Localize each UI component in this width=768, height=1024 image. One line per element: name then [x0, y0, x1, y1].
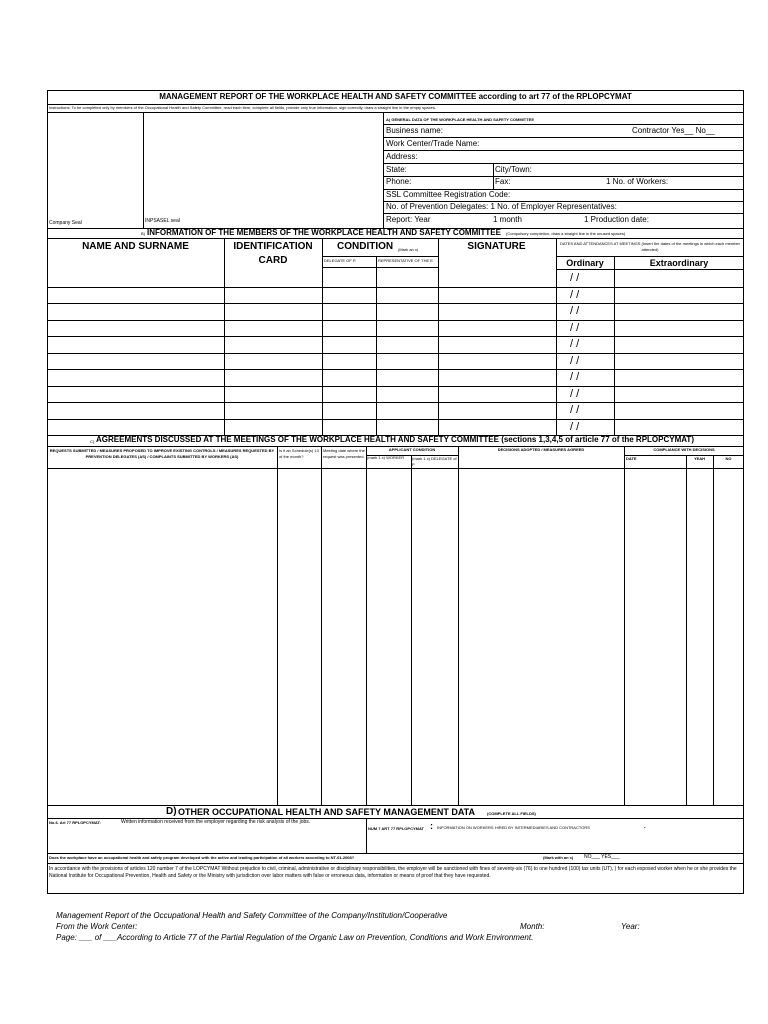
col-date-header: DATE	[626, 456, 637, 461]
ordinary-date[interactable]: / /	[570, 338, 580, 350]
fax-field[interactable]: Fax:	[495, 177, 511, 186]
business-name-field[interactable]: Business name:	[386, 126, 443, 135]
section-b-title: INFORMATION OF THE MEMBERS OF THE WORKPLACE HEALTH AND SAFETY COMMITTEE	[147, 228, 501, 237]
month-field[interactable]: 1 month	[493, 215, 522, 224]
num7-dot: .	[644, 824, 646, 830]
col-ordinary-header: Ordinary	[566, 258, 604, 268]
no6-text[interactable]: Written information received from the employer regarding the risk analysis of the jobs.	[121, 819, 311, 825]
col-no-header: NO	[725, 456, 732, 461]
section-d-note: (COMPLETE ALL FIELDS)	[487, 811, 536, 816]
section-b-note: (Compulsory completion, draw a straight line in the unused spaces)	[506, 231, 626, 236]
col-decisions-header: DECISIONS ADOPTED / MEASURES AGREED	[497, 447, 585, 452]
section-d-prefix: D)	[166, 806, 177, 817]
col-applicant-header: APPLICANT CONDITION	[388, 447, 436, 452]
ordinary-date[interactable]: / /	[570, 387, 580, 400]
member-row[interactable]	[47, 369, 744, 386]
section-d-title: OTHER OCCUPATIONAL HEALTH AND SAFETY MANAGEMENT DATA	[178, 807, 475, 817]
section-b-prefix: B)	[141, 231, 145, 236]
col-signature-header: SIGNATURE	[467, 241, 526, 252]
city-field[interactable]: City/Town:	[495, 165, 532, 174]
ssl-code-field[interactable]: SSL Committee Registration Code:	[386, 190, 511, 199]
num7-label: NUM 7 ART 77 RPLOPCYMAT	[368, 826, 425, 831]
ordinary-date[interactable]: / /	[570, 371, 580, 383]
footer-line-3: Page: ___ of ___According to Article 77 of the Partial Regulation of the Organic Law on Prevention, Conditions and Work Environment.	[56, 933, 534, 942]
phone-field[interactable]: Phone:	[386, 177, 412, 186]
member-row[interactable]	[47, 419, 744, 436]
col-meeting-date-header: Meeting date where the request was presented.	[323, 448, 365, 459]
ordinary-date[interactable]: / /	[570, 354, 580, 367]
footer-month: Month:	[520, 922, 545, 931]
work-center-field[interactable]: Work Center/Trade Name:	[386, 139, 480, 148]
program-note: (Mark with an x)	[543, 855, 574, 860]
col-condition-header: CONDITION	[337, 241, 394, 252]
address-field[interactable]: Address:	[386, 152, 418, 161]
member-row[interactable]	[47, 353, 744, 370]
ordinary-date[interactable]: / /	[570, 288, 580, 301]
delegates-field[interactable]: No. of Prevention Delegates: 1 No. of Employer Representatives:	[386, 202, 617, 211]
section-c-title: AGREEMENTS DISCUSSED AT THE MEETINGS OF THE WORKPLACE HEALTH AND SAFETY COMMITTEE (sections 1,3,4,5 of article 77 of the RPLOPCYMAT)	[96, 435, 694, 444]
member-row[interactable]	[47, 402, 744, 419]
section-c-prefix: C)	[90, 439, 95, 444]
program-answer[interactable]: NO___ YES___	[584, 854, 620, 860]
production-date-field[interactable]: 1 Production date:	[584, 215, 649, 224]
col-compliance-header: COMPLIANCE WITH DECISIONS	[653, 447, 715, 452]
col-yeah-header: YEAH	[693, 456, 706, 461]
num7-colon: :	[430, 821, 433, 831]
contractor-field[interactable]: Contractor Yes__ No__	[632, 126, 715, 135]
member-row[interactable]	[47, 303, 744, 320]
col-requests-header: REQUESTS SUBMITTED / MEASURES PROPOSED TO IMPROVE EXISTING CONTROLS / MEASURES REQUESTED BY PREVENTION DELEGATES (AS) / COMPLAINTS SUBMITTED BY WORKERS (AS)	[49, 448, 275, 459]
instructions: Instructions: To be completed only by members of the Occupational Health and Safety Committee, read each item, complete all fields, provide only true information, sign correctly, draw a straight line in the empty spaces.	[49, 105, 436, 110]
company-seal-label: Company Seal	[49, 220, 82, 226]
ordinary-date[interactable]: / /	[570, 321, 580, 334]
ordinary-date[interactable]: / /	[570, 404, 580, 416]
col-condition-note: (Mark an x)	[398, 247, 419, 252]
member-row[interactable]	[47, 287, 744, 304]
report-year-field[interactable]: Report: Year	[386, 215, 431, 224]
member-row[interactable]	[47, 320, 744, 337]
footer-line-1: Management Report of the Occupational Health and Safety Committee of the Company/Institution/Cooperative	[56, 911, 448, 920]
col-dates-header: DATES AND ATTENDANCES AT MEETINGS (Insert the dates of the meetings in which each member attended)	[560, 241, 740, 253]
no6-label: No.6. Art 77 RPLOPCYMAT:	[49, 820, 101, 825]
member-row[interactable]	[47, 270, 744, 287]
col-representative-header: REPRESENTATIVE OF THE E	[378, 258, 433, 263]
member-row[interactable]	[47, 386, 744, 403]
col-id-header: IDENTIFICATION	[233, 241, 313, 252]
member-row[interactable]	[47, 336, 744, 353]
ordinary-date[interactable]: / /	[570, 272, 580, 284]
num7-text[interactable]: INFORMATION ON WORKERS HIRED BY INTERMEDIARIES AND CONTRACTORS	[437, 825, 590, 830]
ordinary-date[interactable]: / /	[570, 305, 580, 317]
col-schedule-header: Is it an Schedule(s) 13 of the month?	[279, 448, 319, 459]
ordinary-date[interactable]: / /	[570, 420, 580, 433]
col-id-header-2: CARD	[258, 255, 288, 266]
col-delegate-header: DELEGATE OF P.	[324, 258, 357, 263]
state-field[interactable]: State:	[386, 165, 407, 174]
footer-year: Year:	[621, 922, 640, 931]
legal-notice: In accordance with the provisions of articles 120 number 7 of the LOPCYMAT Without prejudice to civil, criminal, administrative or disciplinary responsibilities, the employer will be sanctioned with fines of seventy-six (76) to one hundred (100) tax units (UT), ) for each exposed worker when he or she provides the National Institute for Occupational Prevention, Health and Safety or the Ministry with jurisdiction over labor matters with false or erroneous data, information or means of proof that they have requested.	[49, 866, 737, 879]
col-name-header: NAME AND SURNAME	[82, 241, 189, 252]
agreements-table-body[interactable]	[47, 468, 744, 805]
col-delegate-p-header: (mark 1 x) DELEGATE of P	[412, 456, 457, 467]
workers-field[interactable]: 1 No. of Workers:	[606, 177, 669, 186]
col-worker-header: (mark 1 x) WORKER	[367, 455, 405, 460]
program-question: Does the workplace have an occupational health and safety program developed with the active and leading participation of all workers according to NT-01-2008?	[49, 855, 355, 860]
footer-work-center: From the Work Center:	[56, 922, 138, 931]
section-a-title: A) GENERAL DATA OF THE WORKPLACE HEALTH AND SAFETY COMMITTEE	[386, 117, 534, 122]
page-title: MANAGEMENT REPORT OF THE WORKPLACE HEALTH AND SAFETY COMMITTEE according to art 77 of the RPLOPCYMAT	[159, 92, 632, 101]
col-extraordinary-header: Extraordinary	[649, 258, 709, 268]
inpsasel-seal-label: INPSASEL seal	[145, 218, 180, 224]
